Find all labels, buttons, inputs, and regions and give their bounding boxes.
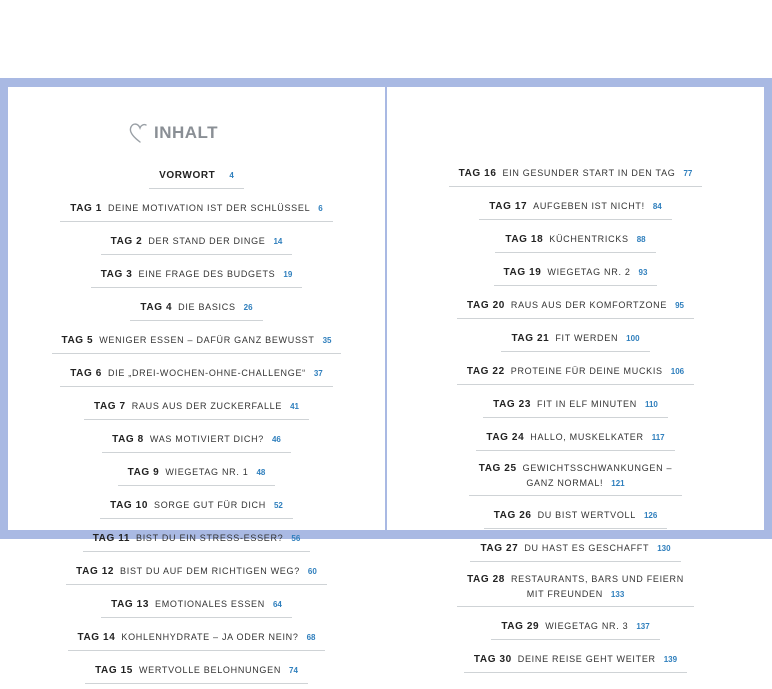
toc-entry-line [101,596,292,618]
toc-entry [8,623,385,656]
toc-day-label: TAG 27 [480,543,519,554]
toc-page-number: 139 [663,655,678,664]
toc-page-number: 60 [307,567,317,576]
book-spread [0,78,772,676]
toc-chapter-title: PROTEINE FÜR DEINE MUCKIS [510,366,663,376]
toc-day-label: TAG 3 [100,269,133,280]
toc-page-number: 93 [638,268,648,277]
toc-entry-line [483,396,668,418]
toc-day-label: TAG 11 [92,533,131,544]
toc-entry-line [464,651,687,673]
toc-entry [8,491,385,524]
toc-page-number: 64 [272,600,282,609]
heart-outline-icon [128,121,152,145]
toc-entry-line [130,299,262,321]
toc-chapter-title: EMOTIONALES ESSEN [155,599,265,609]
toc-entry [8,590,385,623]
toc-day-label: TAG 28 [467,574,505,585]
toc-entry-line [501,330,649,352]
toc-day-label: TAG 29 [501,621,540,632]
toc-chapter-title: DIE „DREI-WOCHEN-OHNE-CHALLENGE“ [107,368,306,378]
toc-chapter-title: WENIGER ESSEN – DAFÜR GANZ BEWUSST [99,335,315,345]
contents-title: INHALT [154,123,219,142]
toc-day-label: TAG 10 [110,500,148,511]
toc-entry-line [457,571,694,607]
toc-chapter-title: BIST DU EIN STRESS-ESSER? [136,533,284,543]
toc-chapter-title: FIT WERDEN [555,333,619,343]
toc-entry-line [479,198,671,220]
toc-entry [387,225,764,258]
toc-page-number: 4 [229,171,234,180]
toc-entry [8,425,385,458]
toc-chapter-title: RAUS AUS DER ZUCKERFALLE [131,401,283,411]
toc-page-number: 117 [651,433,665,442]
toc-chapter-title: DU BIST WERTVOLL [537,510,636,520]
toc-page-number: 88 [636,235,646,244]
toc-chapter-title: KÜCHENTRICKS [549,234,629,244]
toc-day-label: TAG 30 [473,654,512,665]
toc-page-number: 74 [289,666,298,675]
toc-entry-line [66,563,327,585]
left-page [8,87,385,676]
toc-chapter-title: KOHLENHYDRATE – JA ODER NEIN? [121,632,299,642]
toc-entry [8,392,385,425]
toc-entry-line [495,231,655,253]
toc-day-label: TAG 17 [489,201,528,212]
toc-page-number: 26 [243,303,253,312]
toc-day-label: TAG 2 [110,236,143,247]
toc-chapter-title: RAUS AUS DER KOMFORTZONE [510,300,668,310]
toc-entry-line [101,233,293,255]
toc-day-label: TAG 6 [70,368,102,379]
toc-day-label: TAG 16 [458,168,497,179]
toc-entry-line [60,365,333,387]
toc-page-number: 95 [675,301,684,310]
toc-entry [8,161,385,194]
toc-page-number: 84 [652,202,662,211]
toc-entry-line [469,460,682,496]
toc-page-number: 106 [670,367,685,376]
toc-chapter-title: DER STAND DER DINGE [148,236,266,246]
toc-day-label: TAG 7 [94,401,126,412]
toc-day-label: TAG 26 [493,510,532,521]
toc-day-label: TAG 25 [478,463,517,474]
toc-day-label: TAG 8 [112,434,144,445]
toc-day-label: TAG 18 [505,234,544,245]
toc-entry [387,192,764,225]
toc-page-number: 37 [313,369,323,378]
toc-day-label: TAG 20 [467,300,505,311]
toc-chapter-title: SORGE GUT FÜR DICH [154,500,266,510]
toc-entry-line [484,507,668,529]
toc-chapter-title: RESTAURANTS, BARS UND FEIERN [510,574,684,584]
toc-entry-line [85,662,308,684]
toc-entry-line [491,618,659,640]
toc-day-label: TAG 9 [127,467,160,478]
toc-entry-line [149,167,244,189]
right-page [387,87,764,665]
toc-entry-line [91,266,303,288]
toc-entry-line [457,297,694,319]
toc-chapter-title: WERTVOLLE BELOHNUNGEN [138,665,282,675]
toc-left-column [8,161,385,689]
toc-entry-line [476,429,674,451]
toc-day-label: TAG 5 [61,335,94,346]
toc-entry [8,326,385,359]
toc-page-number: 110 [644,400,658,409]
toc-day-label: TAG 14 [77,632,116,643]
toc-chapter-title-continued: MIT FREUNDEN [526,589,603,599]
toc-entry [387,645,764,678]
toc-entry-line [68,629,326,651]
toc-chapter-title: BIST DU AUF DEM RICHTIGEN WEG? [120,566,300,576]
toc-page-number: 35 [322,336,332,345]
toc-entry [8,557,385,590]
toc-entry-line [100,497,293,519]
toc-entry [8,194,385,227]
toc-entry-line [102,431,291,453]
toc-chapter-title: DEINE REISE GEHT WEITER [517,654,656,664]
toc-page-number: 52 [273,501,283,510]
toc-page-number: 126 [643,511,658,520]
toc-entry-line [118,464,276,486]
toc-entry-line [60,200,333,222]
toc-page-number: 14 [273,237,283,246]
toc-day-label: TAG 21 [511,333,550,344]
toc-entry [387,390,764,423]
toc-entry-line [470,540,680,562]
toc-page-number: 68 [306,633,316,642]
contents-heading [128,121,218,145]
toc-day-label: TAG 23 [493,399,532,410]
toc-entry [387,258,764,291]
toc-chapter-title: EINE FRAGE DES BUDGETS [138,269,276,279]
toc-page-number: 121 [611,479,625,488]
toc-day-label: TAG 1 [70,203,102,214]
toc-chapter-title: WIEGETAG NR. 3 [545,621,629,631]
toc-chapter-title: DIE BASICS [178,302,236,312]
toc-chapter-title: GEWICHTSSCHWANKUNGEN – [522,463,673,473]
toc-entry [387,567,764,612]
toc-right-column [387,159,764,678]
toc-chapter-title: WIEGETAG NR. 1 [165,467,249,477]
toc-chapter-title: DEINE MOTIVATION IST DER SCHLÜSSEL [107,203,311,213]
toc-entry [387,357,764,390]
toc-chapter-title: WAS MOTIVIERT DICH? [149,434,264,444]
toc-page-number: 133 [610,590,625,599]
toc-chapter-title: EIN GESUNDER START IN DEN TAG [502,168,676,178]
toc-page-number: 130 [657,544,671,553]
toc-chapter-title: WIEGETAG NR. 2 [547,267,631,277]
toc-entry-line [457,363,694,385]
toc-day-label: TAG 19 [503,267,542,278]
toc-chapter-title: HALLO, MUSKELKATER [530,432,644,442]
toc-page-number: 100 [626,334,640,343]
toc-page-number: 48 [256,468,266,477]
toc-entry [387,456,764,501]
toc-day-label: TAG 24 [486,432,525,443]
toc-entry [387,534,764,567]
toc-entry-line [84,398,309,420]
toc-page-number: 41 [290,402,299,411]
toc-day-label: TAG 4 [140,302,173,313]
toc-entry [387,291,764,324]
toc-entry-line [83,530,311,552]
toc-page-number: 77 [683,169,693,178]
toc-entry [8,656,385,689]
toc-entry [8,359,385,392]
toc-chapter-title: FIT IN ELF MINUTEN [537,399,637,409]
toc-entry [8,227,385,260]
toc-page-number: 6 [318,204,323,213]
toc-page-number: 137 [636,622,650,631]
toc-entry [387,501,764,534]
toc-entry-line [52,332,342,354]
toc-chapter-title: DU HAST ES GESCHAFFT [524,543,650,553]
toc-chapter-title: AUFGEBEN IST NICHT! [533,201,645,211]
toc-day-label: TAG 15 [95,665,133,676]
toc-day-label: TAG 13 [111,599,150,610]
toc-entry [8,524,385,557]
toc-page-number: 56 [291,534,301,543]
toc-chapter-title-continued: GANZ NORMAL! [526,478,604,488]
toc-entry [387,159,764,192]
toc-entry [8,260,385,293]
toc-day-label: VORWORT [159,170,216,181]
toc-entry [387,324,764,357]
toc-entry [387,423,764,456]
toc-entry-line [494,264,658,286]
toc-day-label: TAG 22 [466,366,505,377]
toc-entry-line [449,165,703,187]
toc-day-label: TAG 12 [76,566,115,577]
toc-entry [8,458,385,491]
toc-entry [8,293,385,326]
toc-page-number: 46 [271,435,281,444]
toc-page-number: 19 [283,270,293,279]
